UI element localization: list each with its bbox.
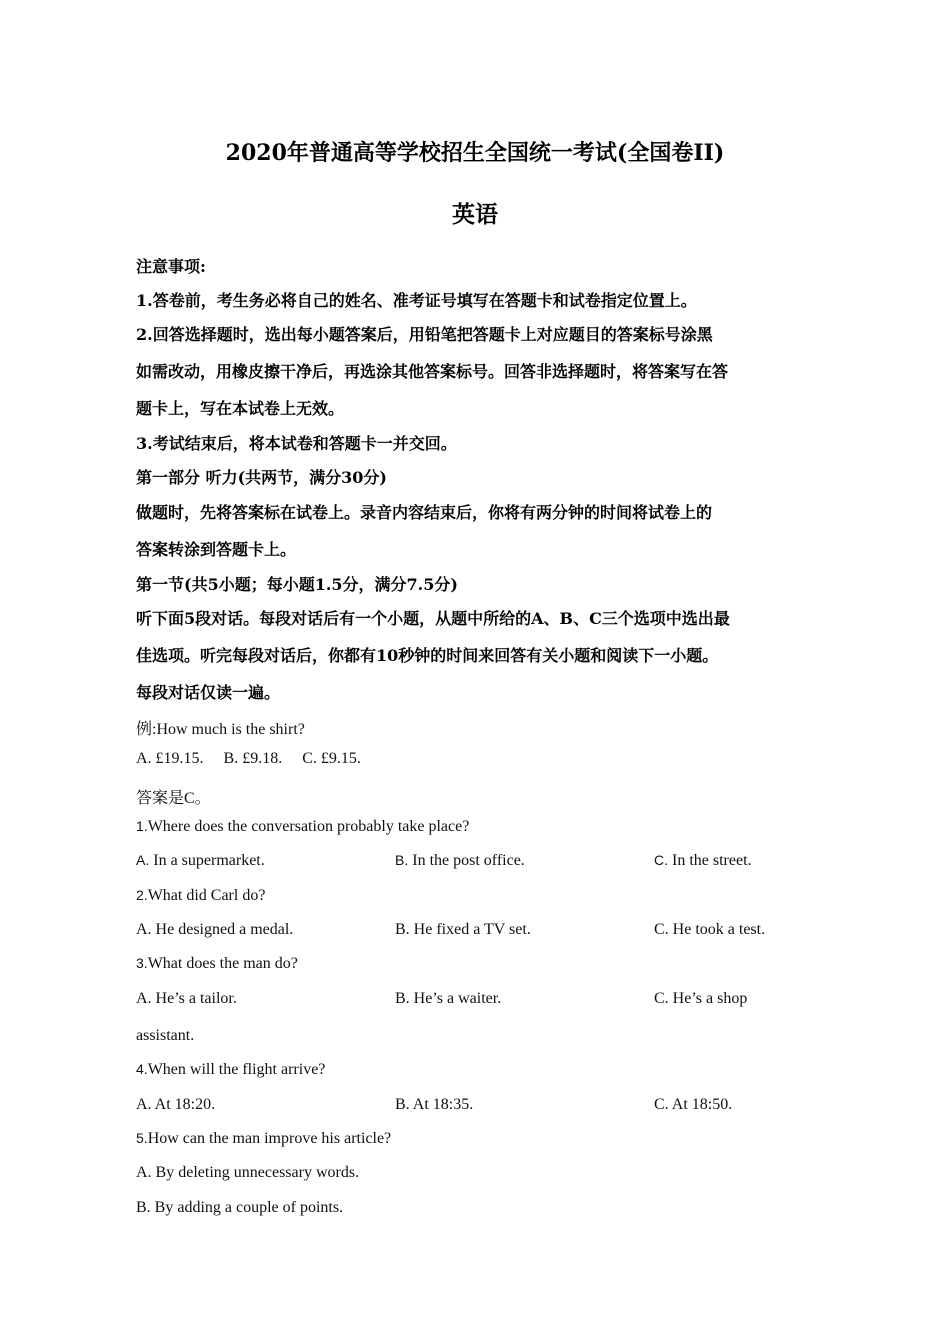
question-3: [136, 955, 298, 973]
question-2-option-b: B. He fixed a TV set.: [395, 921, 531, 938]
notice-heading: 注意事项:: [136, 257, 206, 276]
exam-title: 2020年普通高等学校招生全国统一考试(全国卷II): [225, 140, 725, 166]
question-4-option-a: A. At 18:20.: [136, 1096, 216, 1113]
part1-instruction-line-2: 答案转涂到答题卡上。: [136, 540, 297, 559]
question-5: [136, 1130, 391, 1148]
question-5-option-b: B. By adding a couple of points.: [136, 1199, 344, 1216]
question-number: 2.: [136, 887, 148, 903]
question-2-option-c: C. He took a test.: [654, 921, 766, 938]
notice-item-2-line-1: 2.回答选择题时，选出每小题答案后，用铅笔把答题卡上对应题目的答案标号涂黑: [136, 325, 713, 344]
option-text: In the post office.: [408, 852, 525, 869]
question-2: [136, 887, 265, 905]
section1-heading: 第一节(共5小题；每小题1.5分，满分7.5分): [136, 575, 458, 594]
notice-item-1: 1.答卷前，考生务必将自己的姓名、准考证号填写在答题卡和试卷指定位置上。: [136, 291, 697, 310]
question-text: How can the man improve his article?: [147, 1130, 392, 1147]
question-1-option-a: [136, 852, 265, 870]
question-4-option-b: B. At 18:35.: [395, 1096, 474, 1113]
question-1-option-c: [654, 852, 752, 870]
question-3-option-a: A. He’s a tailor.: [136, 990, 237, 1007]
section1-line-2: 佳选项。听完每段对话后，你都有10秒钟的时间来回答有关小题和阅读下一小题。: [136, 646, 719, 665]
option-letter: B.: [395, 852, 409, 868]
question-text: What did Carl do?: [147, 887, 266, 904]
question-number: 5.: [136, 1130, 148, 1146]
question-5-option-a: A. By deleting unnecessary words.: [136, 1164, 360, 1181]
section1-line-3: 每段对话仅读一遍。: [136, 683, 281, 702]
notice-item-2-line-3: 题卡上，写在本试卷上无效。: [136, 399, 345, 418]
question-text: When will the flight arrive?: [147, 1061, 326, 1078]
example-answer: 答案是C。: [136, 790, 211, 807]
subject-title: 英语: [452, 201, 498, 228]
question-4-option-c: C. At 18:50.: [654, 1096, 733, 1113]
option-letter: A.: [136, 852, 150, 868]
question-4: [136, 1061, 325, 1079]
notice-item-3: 3.考试结束后，将本试卷和答题卡一并交回。: [136, 434, 457, 453]
section1-line-1: 听下面5段对话。每段对话后有一个小题，从题中所给的A、B、C三个选项中选出最: [136, 609, 730, 628]
question-3-option-b: B. He’s a waiter.: [395, 990, 502, 1007]
question-number: 4.: [136, 1061, 148, 1077]
notice-item-2-line-2: 如需改动，用橡皮擦干净后，再选涂其他答案标号。回答非选择题时，将答案写在答: [136, 362, 729, 381]
question-1-option-b: [395, 852, 525, 870]
question-1: [136, 818, 469, 836]
question-2-option-a: A. He designed a medal.: [136, 921, 294, 938]
question-text: Where does the conversation probably take place?: [147, 818, 470, 835]
example-options: A. £19.15. B. £9.18. C. £9.15.: [136, 750, 361, 767]
part1-instruction-line-1: 做题时，先将答案标在试卷上。录音内容结束后，你将有两分钟的时间将试卷上的: [136, 503, 713, 522]
question-3-option-c: C. He’s a shop: [654, 990, 748, 1007]
option-text: In a supermarket.: [149, 852, 265, 869]
question-text: What does the man do?: [147, 955, 298, 972]
question-number: 3.: [136, 955, 148, 971]
option-letter: C.: [654, 852, 668, 868]
question-number: 1.: [136, 818, 148, 834]
question-3-option-c-continued: assistant.: [136, 1027, 195, 1044]
example-question: 例:How much is the shirt?: [136, 721, 305, 738]
part1-heading: 第一部分 听力(共两节，满分30分): [136, 468, 387, 487]
option-text: In the street.: [668, 852, 752, 869]
